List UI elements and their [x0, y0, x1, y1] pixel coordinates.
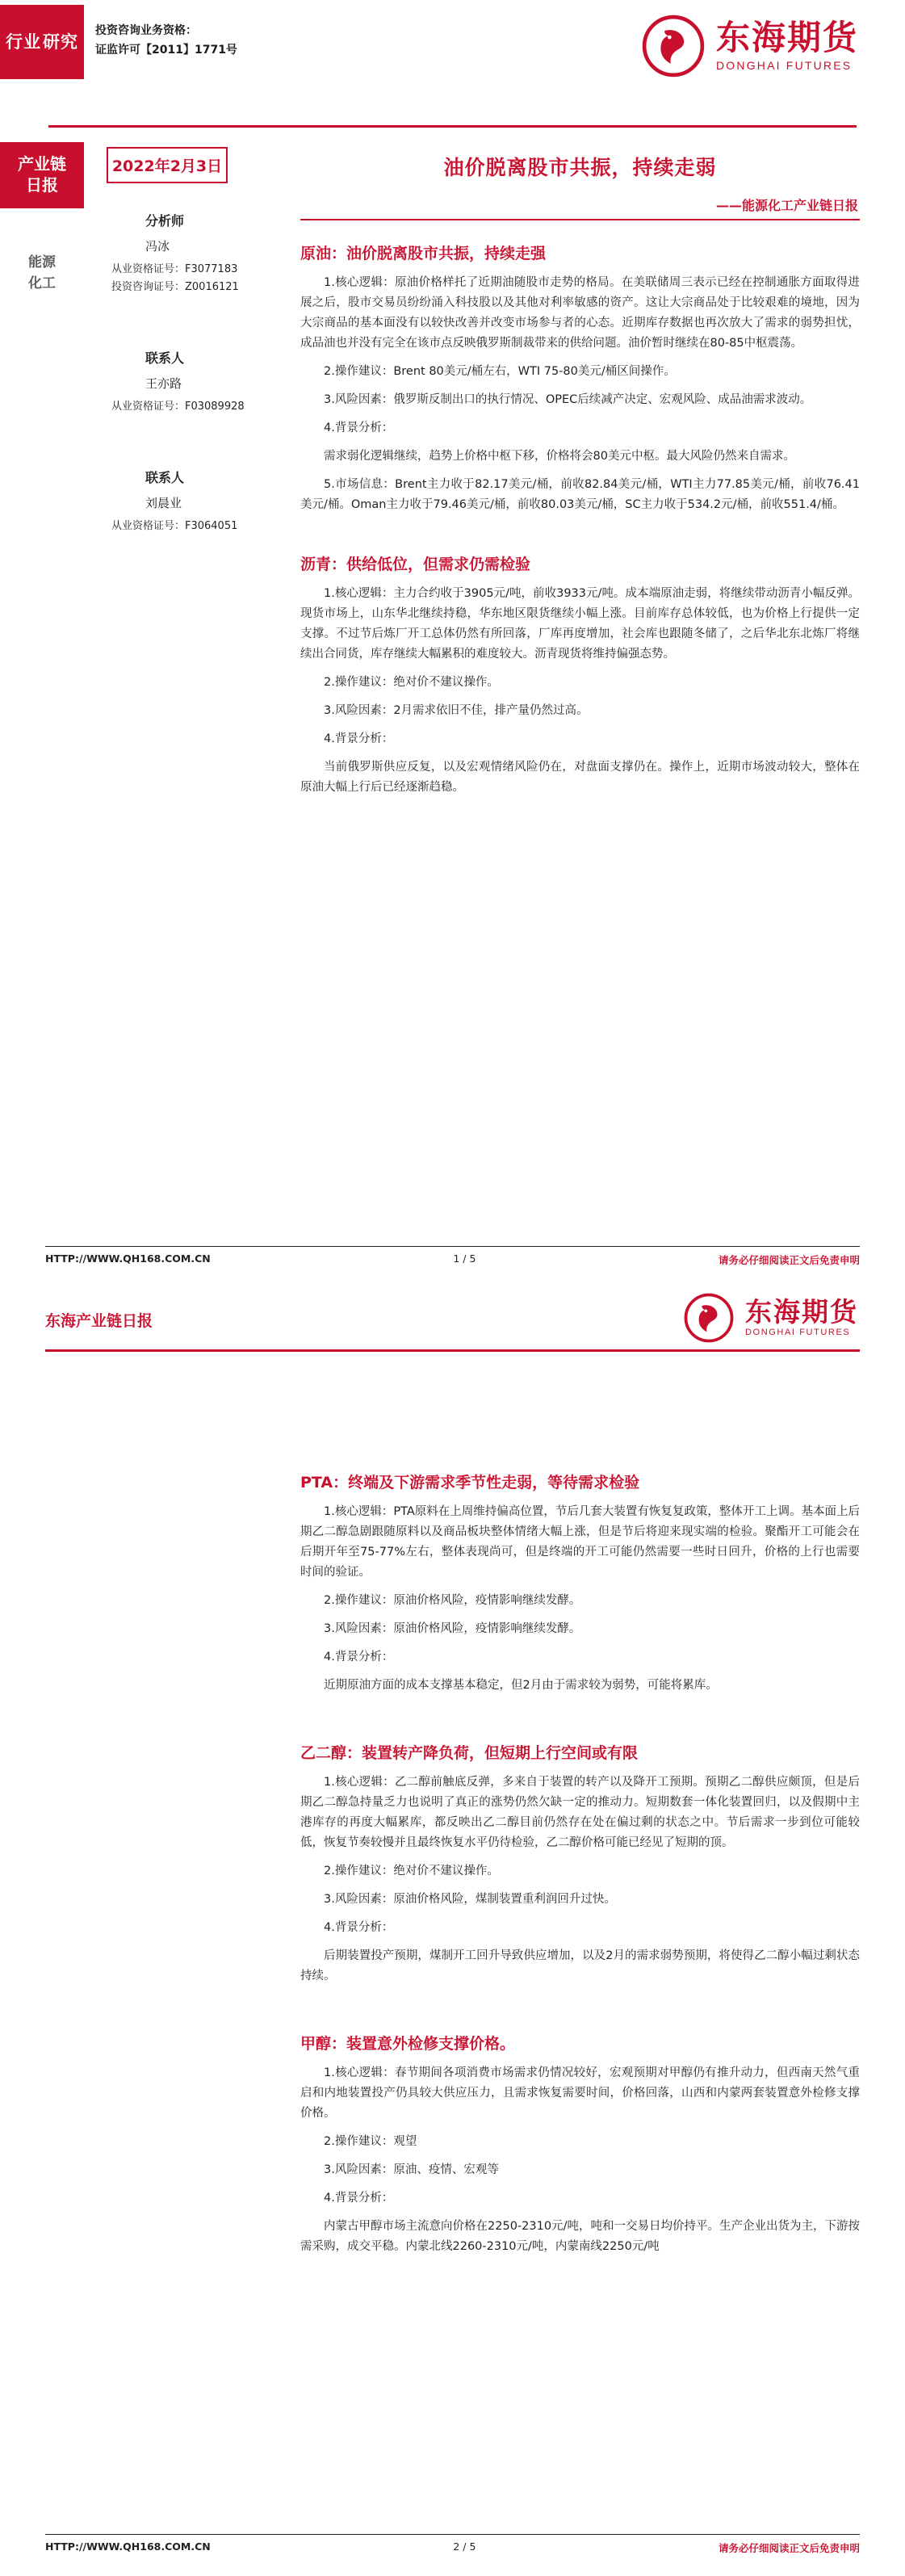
section-paragraph: 后期装置投产预期，煤制开工回升导致供应增加，以及2月的需求弱势预期，将使得乙二醇小幅过剩状态持续。 — [300, 1949, 860, 1982]
contact-2-name: 刘晨业 — [145, 496, 182, 510]
spacer — [84, 296, 286, 321]
rail-title — [0, 142, 84, 208]
rail-sub-line1: 能源 — [28, 254, 56, 271]
title-divider — [300, 219, 860, 220]
page1-header — [0, 0, 905, 133]
page-subtitle: ——能源化工产业链日报 — [715, 198, 858, 213]
page-2 — [0, 1288, 905, 2576]
rail-title-line1: 产业链 — [18, 154, 66, 174]
section-paragraph: 3.风险因素：原油、疫情、宏观等 — [324, 2163, 499, 2176]
footer-url[interactable]: HTTP://WWW.QH168.COM.CN — [45, 1252, 211, 1265]
contact-1-license: 从业资格证号：F03089928 — [111, 401, 245, 413]
section-paragraph: 4.背景分析： — [324, 1651, 394, 1663]
section-asphalt — [300, 552, 860, 798]
page1-main-content — [300, 142, 860, 806]
page2-main-content — [300, 1450, 860, 2265]
contact-1-role: 联系人 — [145, 350, 185, 366]
section-paragraph: 4.背景分析： — [324, 2192, 394, 2205]
section-heading: 原油：油价脱离股市共振，持续走强 — [300, 245, 547, 262]
contact-block-2 — [84, 468, 286, 535]
section-paragraph: 近期原油方面的成本支撑基本稳定，但2月由于需求较为弱势，可能将累库。 — [324, 1679, 718, 1692]
section-paragraph: 2.操作建议：绝对价不建议操作。 — [324, 1865, 499, 1877]
footer-url[interactable]: HTTP://WWW.QH168.COM.CN — [45, 2540, 211, 2553]
analyst-block — [84, 211, 286, 296]
company-logo — [684, 1293, 858, 1343]
section-heading: PTA：终端及下游需求季节性走弱，等待需求检验 — [300, 1474, 640, 1491]
logo-english-name: DONGHAI FUTURES — [745, 1328, 851, 1337]
license-line-2: 证监许可【2011】1771号 — [95, 44, 237, 57]
section-paragraph: 3.风险因素：原油价格风险，煤制装置重利润回升过快。 — [324, 1893, 616, 1906]
section-paragraph: 3.风险因素：2月需求依旧不佳，排产量仍然过高。 — [324, 704, 589, 717]
analyst-license-1: 从业资格证号：F3077183 — [111, 263, 238, 275]
header-divider — [48, 125, 857, 128]
logo-chinese-name: 东海期货 — [745, 1296, 858, 1328]
section-paragraph: 2.操作建议：绝对价不建议操作。 — [324, 676, 499, 689]
page1-footer — [45, 1246, 860, 1267]
section-paragraph: 2.操作建议：观望 — [324, 2135, 417, 2148]
horse-logo-icon — [642, 15, 705, 78]
section-heading: 乙二醇：装置转产降负荷，但短期上行空间或有限 — [300, 1744, 639, 1762]
industry-tag-line1: 行业 — [6, 32, 41, 52]
report-date: 2022年2月3日 — [107, 147, 228, 183]
section-methanol — [300, 2032, 860, 2257]
spacer — [84, 416, 286, 440]
section-paragraph: 内蒙古甲醇市场主流意向价格在2250-2310元/吨，吨和一交易日均价持平。生产企业出货为主，下游按需采购，成交平稳。内蒙北线2260-2310元/吨，内蒙南线2250元/吨 — [300, 2220, 860, 2253]
section-paragraph: 1.核心逻辑：原油价格样托了近期油随股市走势的格局。在美联储周三表示已经在控制通胀方面取得进展之后，股市交易员纷纷涌入科技股以及其他对利率敏感的资产。这让大宗商品处于比较艰难的境地，因为大宗商品的基本面没有以较快改善并改变市场参与者的心态。近期库存数据也再次放大了需求的弱势担忧，成品油也并没有完全在该市点反映俄罗斯制裁带来的供给问题。油价暂时继续在80-85中枢震荡。 — [300, 276, 860, 350]
section-paragraph: 4.背景分析： — [324, 422, 394, 434]
section-pta — [300, 1471, 860, 1696]
section-paragraph: 3.风险因素：俄罗斯反制出口的执行情况、OPEC后续减产决定、宏观风险、成品油需求波动。 — [324, 393, 812, 406]
company-logo — [642, 15, 858, 78]
section-paragraph: 4.背景分析： — [324, 732, 394, 745]
section-paragraph: 5.市场信息：Brent主力收于82.17美元/桶，前收82.84美元/桶，WTI主力77.85美元/桶，前收76.41美元/桶。Oman主力收于79.46美元/桶，前收80.03美元/桶，SC主力收于534.2元/桶，前收551.4/桶。 — [300, 478, 860, 511]
rail-title-line2: 日报 — [26, 175, 58, 195]
logo-wordmark — [745, 1298, 858, 1337]
page2-header-title: 东海产业链日报 — [45, 1312, 153, 1330]
left-rail — [0, 142, 84, 294]
section-meg — [300, 1741, 860, 1987]
section-paragraph: 需求弱化逻辑继续，趋势上价格中枢下移，价格将会80美元中枢。最大风险仍然来自需求。 — [324, 450, 795, 463]
contact-block-1 — [84, 348, 286, 416]
rail-sub-line2: 化工 — [28, 275, 56, 292]
footer-disclaimer: 请务必仔细阅读正文后免责申明 — [718, 1254, 860, 1266]
horse-logo-icon — [684, 1293, 734, 1343]
contact-2-license: 从业资格证号：F3064051 — [111, 520, 238, 532]
rail-subtitle — [0, 252, 84, 294]
analyst-role: 分析师 — [145, 213, 185, 229]
license-line-1: 投资咨询业务资格： — [95, 24, 197, 37]
section-heading: 沥青：供给低位，但需求仍需检验 — [300, 556, 531, 573]
section-paragraph: 当前俄罗斯供应反复，以及宏观情绪风险仍在，对盘面支撑仍在。操作上，近期市场波动较大，整体在原油大幅上行后已经逐渐趋稳。 — [300, 761, 860, 794]
page2-header — [0, 1288, 905, 1372]
section-paragraph: 1.核心逻辑：春节期间各项消费市场需求仍情况较好，宏观预期对甲醇仍有推升动力，但西南天然气重启和内地装置投产仍具较大供应压力，且需求恢复需要时间，价格回落，山西和内蒙两套装置意外检修支撑价格。 — [300, 2066, 860, 2120]
section-crude-oil — [300, 241, 860, 515]
license-text — [95, 21, 237, 60]
industry-research-tag — [0, 5, 84, 79]
section-paragraph: 2.操作建议：原油价格风险，疫情影响继续发酵。 — [324, 1594, 581, 1607]
left-info-column — [84, 142, 286, 535]
section-paragraph: 4.背景分析： — [324, 1921, 394, 1934]
page2-footer — [45, 2534, 860, 2555]
section-paragraph: 1.核心逻辑：乙二醇前触底反弹，多来自于装置的转产以及降开工预期。预期乙二醇供应颇顶，但是后期乙二醇急持量乏力也说明了真正的涨势仍然欠缺一定的推动力。短期数套一体化装置回归，以及假期中主港库存的再度大幅累库，都反映出乙二醇目前仍然存在处在偏过剩的状态之中。节后需求一步到位可能较低，恢复节奏较慢并且最终恢复水平仍待检验，乙二醇价格可能已经见了短期的顶。 — [300, 1776, 860, 1849]
logo-chinese-name: 东海期货 — [715, 18, 858, 57]
page-title: 油价脱离股市共振，持续走弱 — [443, 156, 717, 179]
analyst-name: 冯冰 — [145, 239, 170, 254]
section-paragraph: 1.核心逻辑：PTA原料在上周维持偏高位置，节后几套大装置有恢复复政策，整体开工上调。基本面上后期乙二醇急剧跟随原料以及商品板块整体情绪大幅上涨，但是节后将迎来现实端的检验。聚酯开工可能会在后期开年至75-77%左右，整体表现尚可，但是终端的开工可能仍然需要一些时日回升，价格的上行也需要时间的验证。 — [300, 1505, 860, 1579]
section-paragraph: 1.核心逻辑：主力合约收于3905元/吨，前收3933元/吨。成本端原油走弱，将继续带动沥青小幅反弹。现货市场上，山东华北继续持稳，华东地区限货继续小幅上涨。目前库存总体较低，也为价格上行提供一定支撑。不过节后炼厂开工总体仍然有所回落，厂库再度增加，社会库也跟随冬储了，之后华北东北炼厂将继续出合同货，库存继续大幅累积的难度较大。沥青现货将维持偏强态势。 — [300, 587, 860, 661]
footer-page-number: 2 / 5 — [453, 2540, 476, 2553]
contact-1-name: 王亦路 — [145, 376, 182, 391]
section-heading: 甲醇：装置意外检修支撑价格。 — [300, 2035, 516, 2053]
section-paragraph: 3.风险因素：原油价格风险，疫情影响继续发酵。 — [324, 1622, 581, 1635]
footer-disclaimer: 请务必仔细阅读正文后免责申明 — [718, 2542, 860, 2554]
analyst-license-2: 投资咨询证号：Z0016121 — [111, 281, 239, 293]
contact-2-role: 联系人 — [145, 470, 185, 485]
logo-english-name: DONGHAI FUTURES — [715, 59, 853, 72]
section-paragraph: 2.操作建议：Brent 80美元/桶左右，WTI 75-80美元/桶区间操作。 — [324, 365, 676, 378]
logo-wordmark — [715, 18, 858, 72]
footer-page-number: 1 / 5 — [453, 1252, 476, 1265]
industry-tag-line2: 研究 — [43, 32, 78, 52]
header-divider — [45, 1349, 860, 1352]
